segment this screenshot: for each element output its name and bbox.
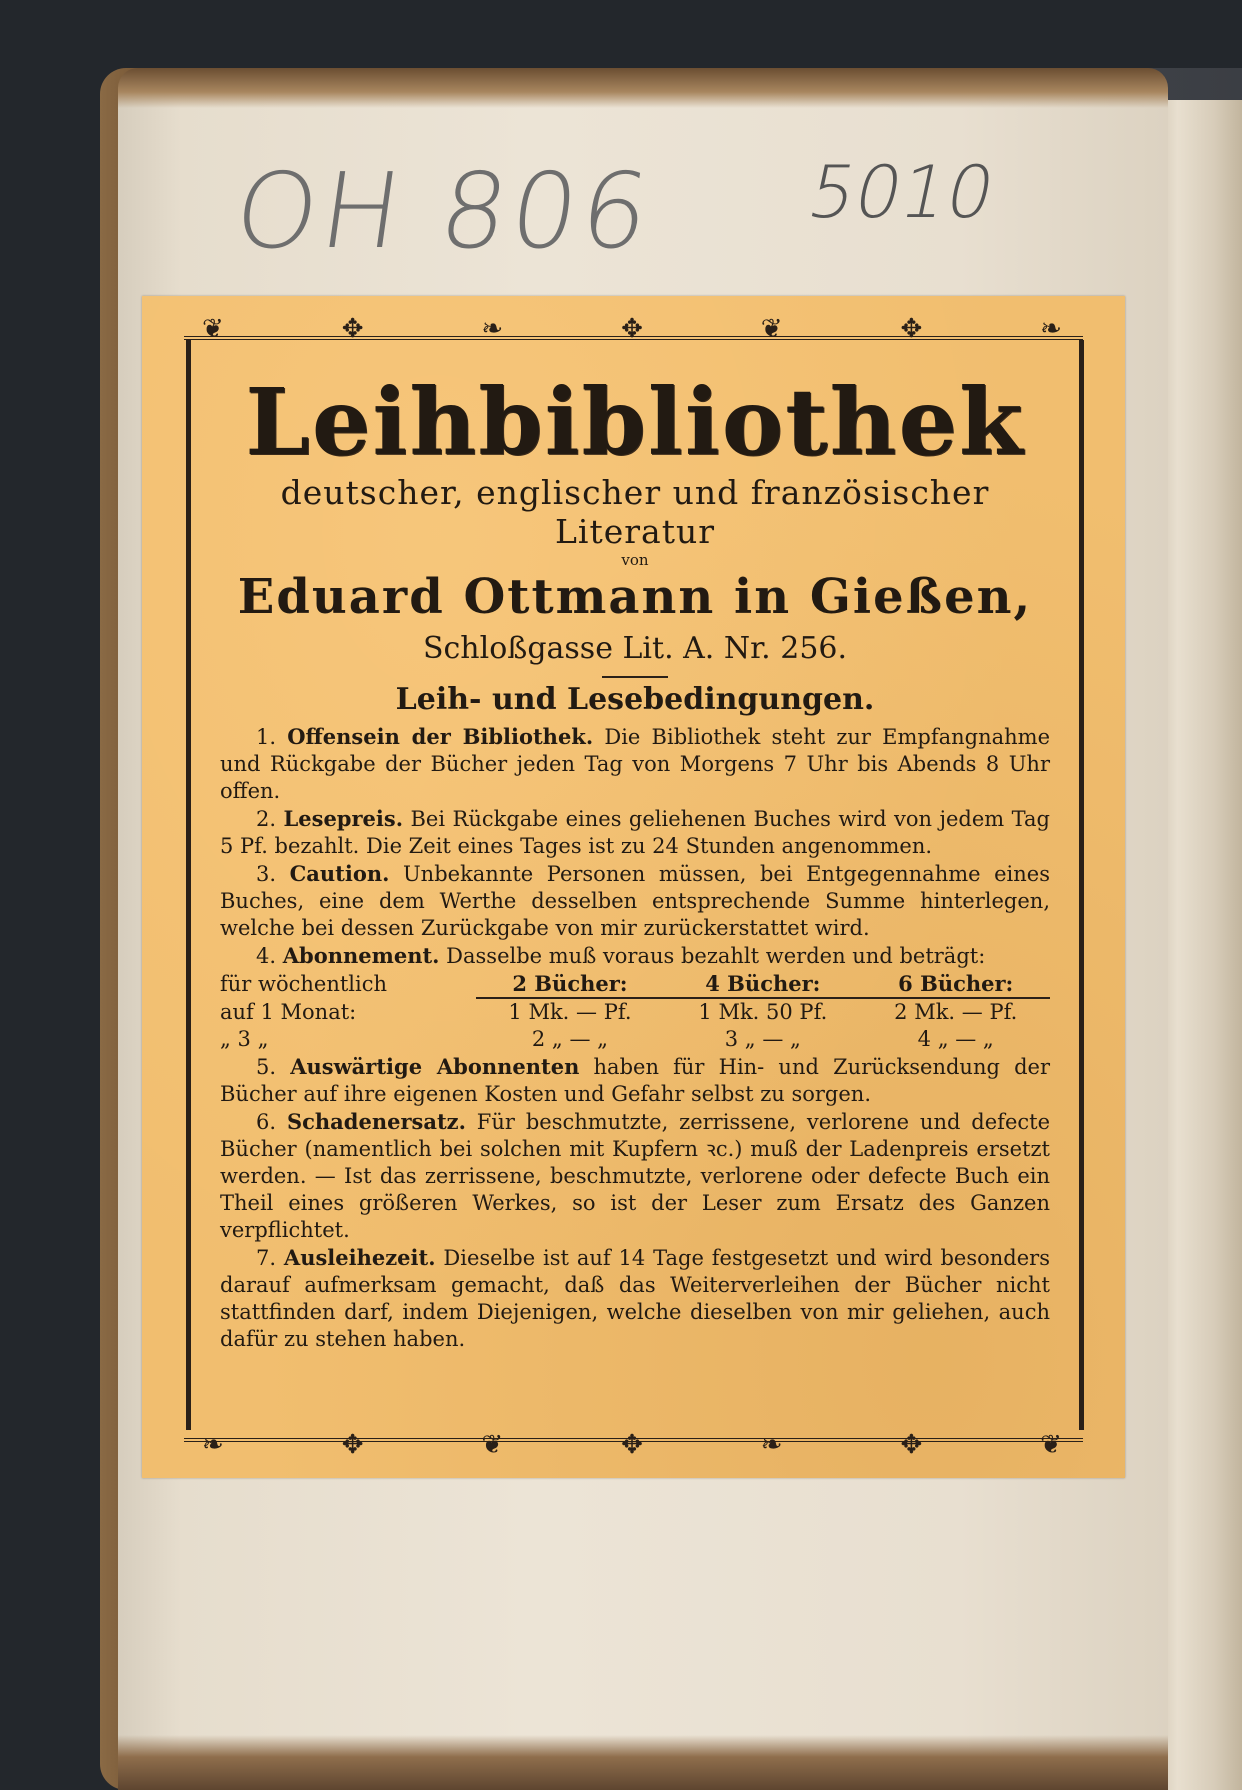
rule-number: 3. <box>256 861 277 886</box>
rule-paragraph <box>220 942 1050 970</box>
ornament-icon: ❧ <box>202 1430 224 1460</box>
table-header: 2 Bücher: <box>476 970 665 998</box>
rule-text: Für beschmutzte, zerrissene, verlorene und defecte Bücher (namentlich bei solchen mit Kupfern ꝛc.) muß der Ladenpreis ersetzt werden. — Ist das zerrissene, beschmutzte, verlorene oder defecte Buch ein Theil eines größeren Werkes, so ist der Leser zum Ersatz des Ganzen verpflichtet. <box>220 1109 1051 1242</box>
table-cell: 2 „ — „ <box>531 1026 609 1051</box>
ornament-icon: ✥ <box>900 1430 923 1460</box>
rule-heading: Caution. <box>289 860 390 886</box>
rule-heading: Offensein der Bibliothek. <box>287 723 594 749</box>
ornament-icon: ❧ <box>481 314 504 344</box>
handwritten-shelfmark: OH 806 <box>227 150 661 272</box>
worn-top-edge <box>118 68 1168 108</box>
rule-number: 6. <box>256 1109 277 1134</box>
ornament-icon: ✥ <box>621 1430 643 1460</box>
rule-text: Unbekannte Personen müssen, bei Entgegennahme eines Buches, eine dem Werthe desselben entsprechende Summe hinterlegen, welche bei dessen Zurückgabe von mir zurückerstattet wird. <box>220 861 1050 940</box>
rule-heading: Lesepreis. <box>283 805 404 831</box>
rule-number: 4. <box>256 943 277 968</box>
table-cell: 4 „ — „ <box>917 1026 994 1051</box>
rule-text: haben für Hin- und Zurücksendung der Bücher auf ihre eigenen Kosten und Gefahr selbst zu sorgen. <box>220 1054 1050 1106</box>
rule-text: Dasselbe muß voraus bezahlt werden und beträgt: <box>446 943 986 968</box>
ornament-icon: ❦ <box>760 314 783 344</box>
owner-address: Schloßgasse Lit. A. Nr. 256. <box>422 630 848 666</box>
rule-paragraph <box>220 860 1050 942</box>
ornament-icon: ✥ <box>900 314 923 344</box>
rule-heading: Ausleihezeit. <box>283 1244 436 1270</box>
label-title: Leihbibliothek <box>245 368 1025 476</box>
owner-name: Eduard Ottmann in Gießen, <box>237 568 1033 625</box>
label-subtitle: deutscher, englischer und französischer Literatur <box>280 472 990 551</box>
ornament-icon: ❦ <box>202 314 224 344</box>
rule-text: Dieselbe ist auf 14 Tage festgesetzt und wird besonders darauf aufmerksam gemacht, daß das Weiterverleihen der Bücher nicht stattfinden darf, indem Diejenigen, welche dieselben von mir geliehen, auch dafür zu stehen haben. <box>220 1245 1050 1351</box>
table-cell: 3 „ — „ <box>724 1026 801 1051</box>
rule-paragraph <box>220 1053 1050 1108</box>
rule-text: Bei Rückgabe eines geliehenen Buches wird von jedem Tag 5 Pf. bezahlt. Die Zeit eines Tages ist zu 24 Stunden angenommen. <box>220 806 1050 858</box>
table-cell: 2 Mk. — Pf. <box>894 999 1018 1024</box>
rule-heading: Auswärtige Abonnenten <box>290 1053 580 1079</box>
rule-heading: Schadenersatz. <box>286 1108 466 1134</box>
table-cell: für wöchentlich <box>220 971 388 996</box>
ornament-icon: ✥ <box>341 314 364 344</box>
rule-number: 5. <box>256 1054 277 1079</box>
ornament-icon: ❦ <box>1040 1430 1062 1460</box>
ornament-bottom-row <box>202 1430 1062 1460</box>
rule-number: 1. <box>256 724 277 749</box>
rule-paragraph <box>220 723 1050 805</box>
table-cell: auf 1 Monat: <box>220 999 357 1024</box>
ornament-top-row <box>202 314 1062 344</box>
ornament-icon: ❧ <box>760 1430 783 1460</box>
ornament-icon: ✥ <box>621 314 643 344</box>
table-header: 6 Bücher: <box>861 970 1050 998</box>
table-row <box>220 998 1050 1026</box>
table-row <box>220 1026 1050 1053</box>
rule-paragraph <box>220 1244 1050 1353</box>
rule-number: 7. <box>256 1245 277 1270</box>
label-von: von <box>621 550 649 569</box>
label-content <box>220 368 1051 1353</box>
table-header-row <box>220 970 1050 998</box>
divider-rule <box>602 676 668 678</box>
ornament-icon: ✥ <box>341 1430 364 1460</box>
rule-heading: Abonnement. <box>282 942 440 968</box>
table-cell: „ 3 „ <box>220 1026 269 1051</box>
library-label <box>142 296 1125 1478</box>
handwritten-accession-number: 5010 <box>801 150 1003 234</box>
conditions-heading: Leih- und Lesebedingungen. <box>395 681 875 717</box>
abonnement-table <box>220 970 1050 1053</box>
rule-paragraph <box>220 1108 1050 1244</box>
table-header: 4 Bücher: <box>664 970 861 998</box>
rule-text: Die Bibliothek steht zur Empfangnahme und Rückgabe der Bücher jeden Tag von Morgens 7 Uhr bis Abends 8 Uhr offen. <box>220 724 1050 803</box>
frame-left-rule <box>186 340 191 1430</box>
rule-number: 2. <box>256 806 277 831</box>
rule-paragraph <box>220 805 1050 860</box>
ornament-icon: ❧ <box>1040 314 1062 344</box>
table-cell: 1 Mk. 50 Pf. <box>698 999 828 1024</box>
table-cell: 1 Mk. — Pf. <box>508 999 632 1024</box>
ornament-icon: ❦ <box>481 1430 504 1460</box>
worn-bottom-edge <box>118 1735 1168 1790</box>
frame-right-rule <box>1079 340 1084 1430</box>
